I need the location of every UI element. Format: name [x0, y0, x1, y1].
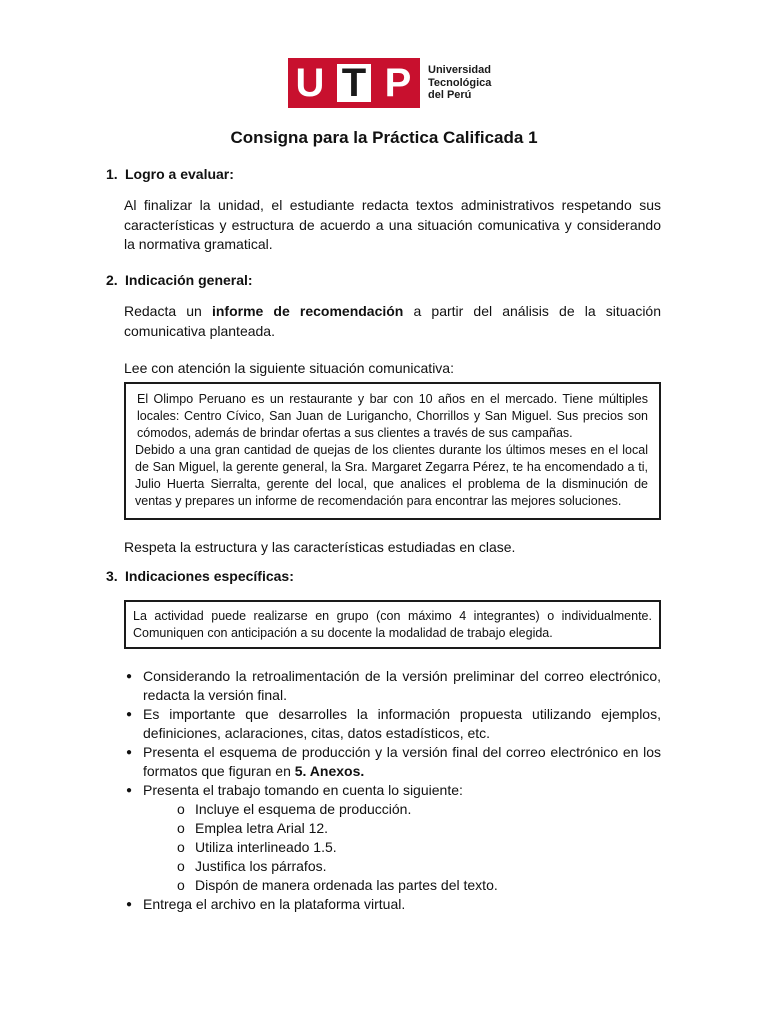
sub-list-item-text: Incluye el esquema de producción. [195, 801, 412, 817]
sub-list-item [143, 838, 661, 857]
list-item-text: Es importante que desarrolles la información propuesta utilizando ejemplos, definiciones, aclaraciones, citas, datos estadísticos, etc. [143, 706, 661, 741]
sub-list-item-text: Justifica los párrafos. [195, 858, 327, 874]
sub-bullet-icon: o [177, 820, 185, 836]
situation-paragraph-1: El Olimpo Peruano es un restaurante y bar con 10 años en el mercado. Tiene múltiples locales: Centro Cívico, San Juan de Lurigancho, Chorrillos y San Miguel. Sus precios son cómodos, además de brindar ofertas a sus clientes a través de sus campañas. [137, 392, 648, 440]
sub-list-item [143, 800, 661, 819]
list-item [124, 781, 661, 895]
section-1-title: Logro a evaluar: [125, 166, 234, 182]
logo-line-2: Tecnológica [428, 76, 492, 89]
bullet-icon: ● [126, 785, 133, 796]
sub-list-item-text: Emplea letra Arial 12. [195, 820, 329, 836]
logo-line-3: del Perú [428, 89, 472, 102]
logo-mark [288, 58, 420, 108]
modality-box-text: La actividad puede realizarse en grupo (con máximo 4 integrantes) o individualmente. Comuniquen con anticipación a su docente la modalidad de trabajo elegida. [133, 609, 652, 640]
logo-letter-t: T [337, 64, 371, 102]
bullet-icon: ● [126, 671, 133, 682]
section-2-text-after: a partir del análisis de la situación comunicativa planteada. [124, 303, 662, 339]
section-2-closing: Respeta la estructura y las características estudiadas en clase. [124, 539, 516, 555]
sub-bullet-icon: o [177, 839, 185, 855]
section-2-title: Indicación general: [125, 272, 253, 288]
section-2-text-bold: informe de recomendación [211, 303, 404, 319]
list-item [124, 667, 661, 705]
situation-box [124, 382, 661, 520]
section-3-number: 3. [106, 568, 118, 584]
list-item [124, 705, 661, 743]
sub-list-item [143, 876, 661, 895]
sub-bullet-icon: o [177, 858, 185, 874]
instructions-list-wrapper [124, 667, 661, 914]
sub-list-item-text: Utiliza interlineado 1.5. [195, 839, 337, 855]
sub-list-item-text: Dispón de manera ordenada las partes del texto. [195, 877, 498, 893]
section-1-number: 1. [106, 166, 118, 182]
sub-bullet-icon: o [177, 801, 185, 817]
section-1-heading [106, 166, 234, 182]
annex-reference: 5. Anexos. [294, 763, 365, 779]
logo-letter-p: P [384, 61, 412, 105]
section-2-number: 2. [106, 272, 118, 288]
format-sublist [143, 800, 661, 895]
logo-letter-u: U [295, 61, 325, 105]
page-title: Consigna para la Práctica Calificada 1 [230, 128, 538, 147]
section-2-text-before: Redacta un [124, 303, 212, 319]
logo-wordmark [428, 64, 491, 102]
utp-logo [288, 58, 491, 108]
section-2-heading [106, 272, 253, 288]
section-2-lead: Lee con atención la siguiente situación comunicativa: [124, 360, 454, 376]
section-2-text [124, 302, 661, 341]
sub-list-item [143, 857, 661, 876]
list-item [124, 743, 661, 781]
section-3-heading [106, 568, 294, 584]
sub-bullet-icon: o [177, 877, 185, 893]
instructions-list [124, 667, 661, 914]
list-item-text: Presenta el esquema de producción y la versión final del correo electrónico en los formatos que figuran en [143, 744, 661, 779]
list-item-text: Presenta el trabajo tomando en cuenta lo siguiente: [143, 782, 463, 798]
bullet-icon: ● [126, 899, 133, 910]
modality-box [124, 600, 661, 649]
section-3-title: Indicaciones específicas: [125, 568, 294, 584]
situation-paragraph-2: Debido a una gran cantidad de quejas de los clientes durante los últimos meses en el local de San Miguel, la gerente general, la Sra. Margaret Zegarra Pérez, te ha encomendado a ti, Julio Huerta Sierralta, gerente del local, que analices el problema de la disminución de ventas y prepares un informe de recomendación para encontrar las mejores soluciones. [135, 443, 648, 508]
bullet-icon: ● [126, 747, 133, 758]
section-1-text: Al finalizar la unidad, el estudiante redacta textos administrativos respetando sus características y estructura de acuerdo a una situación comunicativa y considerando la normativa gramatical. [124, 197, 661, 252]
logo-line-1: Universidad [428, 64, 491, 77]
sub-list-item [143, 819, 661, 838]
list-item [124, 895, 661, 914]
list-item-text: Entrega el archivo en la plataforma virtual. [143, 896, 406, 912]
list-item-text: Considerando la retroalimentación de la versión preliminar del correo electrónico, redacta la versión final. [143, 668, 661, 703]
bullet-icon: ● [126, 709, 133, 720]
